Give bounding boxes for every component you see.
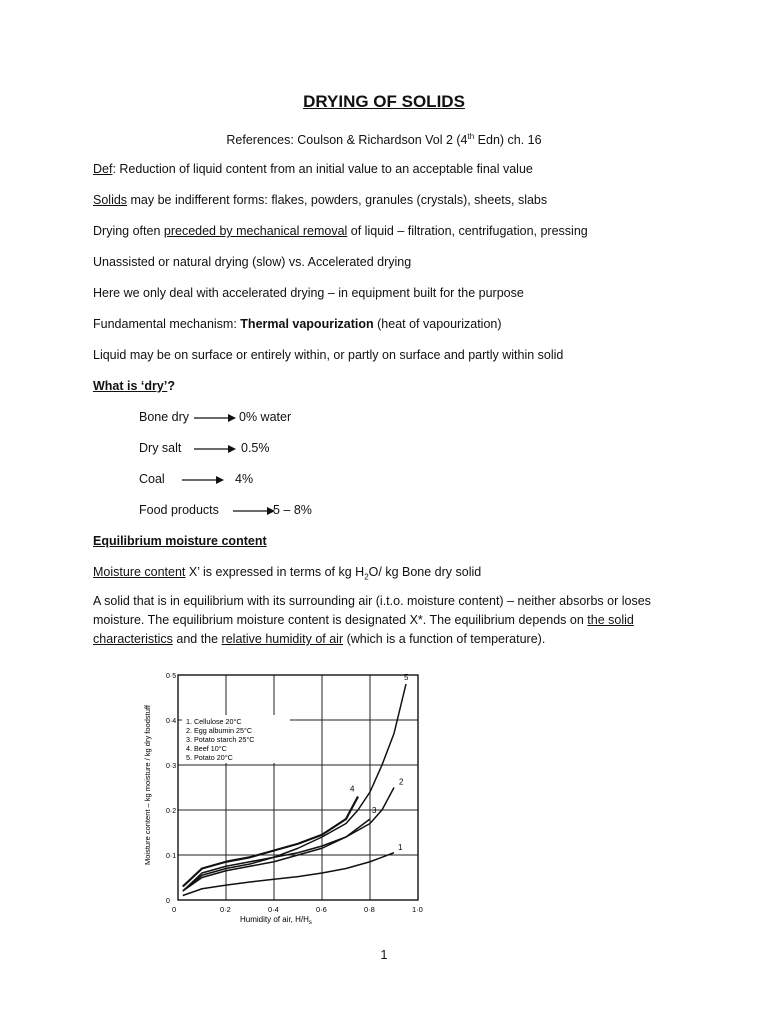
equilibrium-heading: Equilibrium moisture content bbox=[93, 534, 267, 548]
series-label-2: 2 bbox=[399, 777, 404, 787]
page-number: 1 bbox=[380, 948, 388, 962]
dry-example-bone-dry bbox=[139, 410, 359, 428]
dry-example-value: 5 – 8% bbox=[273, 503, 312, 517]
arrow-right-icon bbox=[233, 506, 275, 516]
dry-example-label: Dry salt bbox=[139, 441, 182, 455]
solids-label: Solids bbox=[93, 193, 128, 207]
drying-often-pre: Drying often bbox=[93, 224, 164, 238]
para-text-3: (which is a function of temperature). bbox=[343, 632, 546, 646]
dry-example-value: 0.5% bbox=[241, 441, 270, 455]
chart-axes bbox=[166, 673, 423, 914]
drying-often-post: of liquid – filtration, centrifugation, pressing bbox=[347, 224, 588, 238]
drying-often-line bbox=[93, 224, 588, 238]
y-tick-label: 0·3 bbox=[166, 763, 177, 770]
references-line bbox=[0, 132, 768, 147]
moisture-label: Moisture content bbox=[93, 565, 186, 579]
equilibrium-moisture-chart bbox=[140, 660, 430, 930]
solids-line bbox=[93, 193, 547, 207]
references-sup: th bbox=[467, 132, 475, 141]
what-is-dry-heading bbox=[93, 379, 175, 393]
moisture-mid: X’ is expressed in terms of kg H bbox=[185, 565, 365, 579]
equilibrium-paragraph bbox=[93, 592, 683, 649]
x-tick-label: 0·2 bbox=[220, 905, 231, 914]
what-is-dry-label: What is ‘dry’ bbox=[93, 379, 168, 393]
y-tick-label: 0·1 bbox=[166, 853, 177, 860]
fundamental-bold: Thermal vapourization bbox=[240, 317, 374, 331]
y-tick-label: 0 bbox=[166, 898, 170, 905]
para-text-2: and the bbox=[172, 632, 222, 646]
chart-series bbox=[183, 673, 409, 896]
para-underlined-2: relative humidity of air bbox=[221, 632, 344, 646]
arrow-right-icon bbox=[194, 444, 236, 454]
dry-example-value: 4% bbox=[235, 472, 254, 486]
fundamental-line bbox=[93, 317, 502, 331]
arrow-right-icon bbox=[194, 413, 236, 423]
def-label: Def bbox=[93, 162, 113, 176]
series-label-3: 3 bbox=[372, 806, 377, 815]
y-axis-label: Moisture content – kg moisture / kg dry foodstuff bbox=[143, 705, 152, 865]
legend-entry: 2. Egg albumin 25°C bbox=[186, 726, 253, 735]
definition-line bbox=[93, 162, 533, 176]
dry-example-value: 0% water bbox=[239, 410, 292, 424]
para-underlined-1: the solid characteristics bbox=[93, 613, 634, 646]
dry-example-food-products bbox=[139, 503, 379, 521]
para-text-1: A solid that is in equilibrium with its surrounding air (i.t.o. moisture content) – neither absorbs or loses moisture. The equilibrium moisture content is designated X*. The equilibrium depends on bbox=[93, 594, 651, 627]
solids-text: may be indifferent forms: flakes, powders, granules (crystals), sheets, slabs bbox=[127, 193, 548, 207]
liquid-line: Liquid may be on surface or entirely within, or partly on surface and partly within solid bbox=[93, 348, 564, 362]
dry-example-dry-salt bbox=[139, 441, 359, 459]
legend-entry: 4. Beef 10°C bbox=[186, 744, 227, 753]
y-tick-label: 0·2 bbox=[166, 808, 177, 815]
page-title: DRYING OF SOLIDS bbox=[303, 92, 465, 111]
x-tick-label: 0·8 bbox=[364, 905, 375, 914]
unassisted-line: Unassisted or natural drying (slow) vs. Accelerated drying bbox=[93, 255, 412, 269]
fundamental-pre: Fundamental mechanism: bbox=[93, 317, 241, 331]
x-axis-label bbox=[240, 915, 312, 926]
x-tick-label: 0·6 bbox=[316, 905, 327, 914]
arrow-right-icon bbox=[182, 475, 224, 485]
series-label-1: 1 bbox=[398, 842, 403, 852]
legend-entry: 3. Potato starch 25°C bbox=[186, 735, 255, 744]
references-suffix: Edn) ch. 16 bbox=[474, 133, 542, 148]
y-tick-label: 0·5 bbox=[166, 673, 177, 680]
references-prefix: References: Coulson & Richardson Vol 2 (4 bbox=[226, 133, 468, 148]
x-tick-label: 0 bbox=[172, 905, 177, 914]
y-tick-label: 0·4 bbox=[166, 718, 177, 725]
series-label-5: 5 bbox=[404, 673, 409, 682]
moisture-content-line bbox=[93, 565, 481, 582]
x-tick-label: 0·4 bbox=[268, 905, 279, 914]
drying-often-underlined: preceded by mechanical removal bbox=[163, 224, 348, 238]
def-text: : Reduction of liquid content from an initial value to an acceptable final value bbox=[112, 162, 533, 176]
legend-entry: 5. Potato 20°C bbox=[186, 753, 233, 762]
x-axis-label-sub: s bbox=[308, 920, 312, 926]
series-label-4: 4 bbox=[350, 784, 355, 794]
x-tick-label: 1·0 bbox=[412, 905, 423, 914]
moisture-post: O/ kg Bone dry solid bbox=[368, 565, 482, 579]
dry-example-label: Food products bbox=[139, 503, 219, 517]
what-is-dry-q: ? bbox=[167, 379, 175, 393]
fundamental-post: (heat of vapourization) bbox=[373, 317, 502, 331]
accelerated-line: Here we only deal with accelerated drying – in equipment built for the purpose bbox=[93, 286, 524, 300]
x-axis-label-main: Humidity of air, H/H bbox=[240, 915, 309, 924]
dry-example-label: Bone dry bbox=[139, 410, 190, 424]
legend-entry: 1. Cellulose 20°C bbox=[186, 717, 242, 726]
dry-example-coal bbox=[139, 472, 359, 490]
dry-example-label: Coal bbox=[139, 472, 165, 486]
moisture-sub: 2 bbox=[364, 572, 369, 582]
